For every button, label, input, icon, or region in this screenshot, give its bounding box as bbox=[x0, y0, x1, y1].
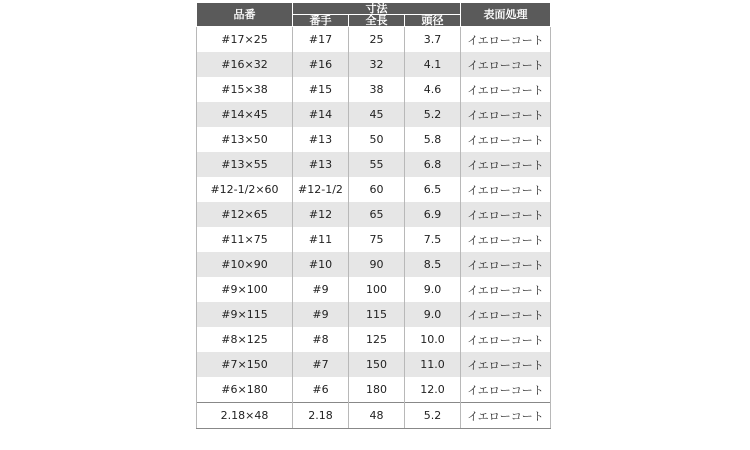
table-body bbox=[197, 27, 551, 429]
cell-head-diameter: 4.6 bbox=[405, 77, 461, 102]
cell-size-no: #6 bbox=[293, 377, 349, 403]
cell-surface-treatment: イエローコート bbox=[461, 27, 551, 53]
cell-part-no: #13×55 bbox=[197, 152, 293, 177]
table-row bbox=[197, 102, 551, 127]
table-row bbox=[197, 302, 551, 327]
cell-head-diameter: 7.5 bbox=[405, 227, 461, 252]
cell-part-no: #12×65 bbox=[197, 202, 293, 227]
cell-part-no: #9×100 bbox=[197, 277, 293, 302]
header-head-diameter: 頭径 bbox=[405, 15, 461, 27]
header-surface-treatment: 表面処理 bbox=[461, 3, 551, 27]
cell-part-no: #12-1/2×60 bbox=[197, 177, 293, 202]
cell-size-no: #13 bbox=[293, 152, 349, 177]
cell-head-diameter: 9.0 bbox=[405, 277, 461, 302]
cell-size-no: #9 bbox=[293, 277, 349, 302]
cell-part-no: #14×45 bbox=[197, 102, 293, 127]
cell-size-no: #12 bbox=[293, 202, 349, 227]
cell-head-diameter: 4.1 bbox=[405, 52, 461, 77]
cell-part-no: 2.18×48 bbox=[197, 403, 293, 429]
cell-head-diameter: 9.0 bbox=[405, 302, 461, 327]
cell-part-no: #9×115 bbox=[197, 302, 293, 327]
cell-part-no: #17×25 bbox=[197, 27, 293, 53]
cell-surface-treatment: イエローコート bbox=[461, 277, 551, 302]
cell-part-no: #8×125 bbox=[197, 327, 293, 352]
cell-total-length: 38 bbox=[349, 77, 405, 102]
table-row bbox=[197, 77, 551, 102]
spec-table bbox=[196, 2, 551, 429]
cell-surface-treatment: イエローコート bbox=[461, 352, 551, 377]
table-row bbox=[197, 352, 551, 377]
cell-surface-treatment: イエローコート bbox=[461, 377, 551, 403]
cell-size-no: #15 bbox=[293, 77, 349, 102]
cell-total-length: 45 bbox=[349, 102, 405, 127]
cell-total-length: 115 bbox=[349, 302, 405, 327]
cell-surface-treatment: イエローコート bbox=[461, 102, 551, 127]
cell-head-diameter: 10.0 bbox=[405, 327, 461, 352]
table-row bbox=[197, 403, 551, 429]
cell-size-no: #12-1/2 bbox=[293, 177, 349, 202]
cell-head-diameter: 5.2 bbox=[405, 102, 461, 127]
table-row bbox=[197, 152, 551, 177]
cell-surface-treatment: イエローコート bbox=[461, 202, 551, 227]
cell-head-diameter: 6.9 bbox=[405, 202, 461, 227]
table-row bbox=[197, 127, 551, 152]
cell-surface-treatment: イエローコート bbox=[461, 327, 551, 352]
cell-size-no: #17 bbox=[293, 27, 349, 53]
table-row bbox=[197, 177, 551, 202]
cell-surface-treatment: イエローコート bbox=[461, 252, 551, 277]
header-dimensions: 寸法 bbox=[293, 3, 461, 15]
cell-part-no: #15×38 bbox=[197, 77, 293, 102]
cell-size-no: #16 bbox=[293, 52, 349, 77]
cell-surface-treatment: イエローコート bbox=[461, 302, 551, 327]
cell-head-diameter: 5.8 bbox=[405, 127, 461, 152]
table-row bbox=[197, 27, 551, 53]
table-row bbox=[197, 377, 551, 403]
header-size-no: 番手 bbox=[293, 15, 349, 27]
cell-size-no: #7 bbox=[293, 352, 349, 377]
cell-part-no: #11×75 bbox=[197, 227, 293, 252]
cell-surface-treatment: イエローコート bbox=[461, 227, 551, 252]
cell-size-no: #14 bbox=[293, 102, 349, 127]
cell-total-length: 32 bbox=[349, 52, 405, 77]
cell-surface-treatment: イエローコート bbox=[461, 77, 551, 102]
cell-total-length: 48 bbox=[349, 403, 405, 429]
header-total-length: 全長 bbox=[349, 15, 405, 27]
cell-total-length: 125 bbox=[349, 327, 405, 352]
cell-part-no: #16×32 bbox=[197, 52, 293, 77]
cell-head-diameter: 3.7 bbox=[405, 27, 461, 53]
cell-head-diameter: 6.8 bbox=[405, 152, 461, 177]
cell-surface-treatment: イエローコート bbox=[461, 52, 551, 77]
cell-head-diameter: 11.0 bbox=[405, 352, 461, 377]
cell-part-no: #7×150 bbox=[197, 352, 293, 377]
cell-head-diameter: 8.5 bbox=[405, 252, 461, 277]
cell-part-no: #13×50 bbox=[197, 127, 293, 152]
table-row bbox=[197, 277, 551, 302]
cell-surface-treatment: イエローコート bbox=[461, 127, 551, 152]
cell-head-diameter: 12.0 bbox=[405, 377, 461, 403]
cell-total-length: 90 bbox=[349, 252, 405, 277]
cell-total-length: 75 bbox=[349, 227, 405, 252]
cell-total-length: 150 bbox=[349, 352, 405, 377]
cell-total-length: 55 bbox=[349, 152, 405, 177]
header-part-no: 品番 bbox=[197, 3, 293, 27]
table-row bbox=[197, 52, 551, 77]
cell-surface-treatment: イエローコート bbox=[461, 177, 551, 202]
cell-head-diameter: 6.5 bbox=[405, 177, 461, 202]
cell-total-length: 50 bbox=[349, 127, 405, 152]
cell-size-no: #8 bbox=[293, 327, 349, 352]
cell-total-length: 180 bbox=[349, 377, 405, 403]
cell-surface-treatment: イエローコート bbox=[461, 403, 551, 429]
table-row bbox=[197, 327, 551, 352]
cell-size-no: #10 bbox=[293, 252, 349, 277]
cell-part-no: #10×90 bbox=[197, 252, 293, 277]
cell-surface-treatment: イエローコート bbox=[461, 152, 551, 177]
cell-part-no: #6×180 bbox=[197, 377, 293, 403]
table-header bbox=[197, 3, 551, 27]
cell-size-no: #13 bbox=[293, 127, 349, 152]
cell-total-length: 60 bbox=[349, 177, 405, 202]
cell-total-length: 100 bbox=[349, 277, 405, 302]
cell-size-no: 2.18 bbox=[293, 403, 349, 429]
cell-total-length: 25 bbox=[349, 27, 405, 53]
cell-size-no: #9 bbox=[293, 302, 349, 327]
cell-head-diameter: 5.2 bbox=[405, 403, 461, 429]
table-row bbox=[197, 227, 551, 252]
table-row bbox=[197, 252, 551, 277]
cell-total-length: 65 bbox=[349, 202, 405, 227]
cell-size-no: #11 bbox=[293, 227, 349, 252]
table-row bbox=[197, 202, 551, 227]
